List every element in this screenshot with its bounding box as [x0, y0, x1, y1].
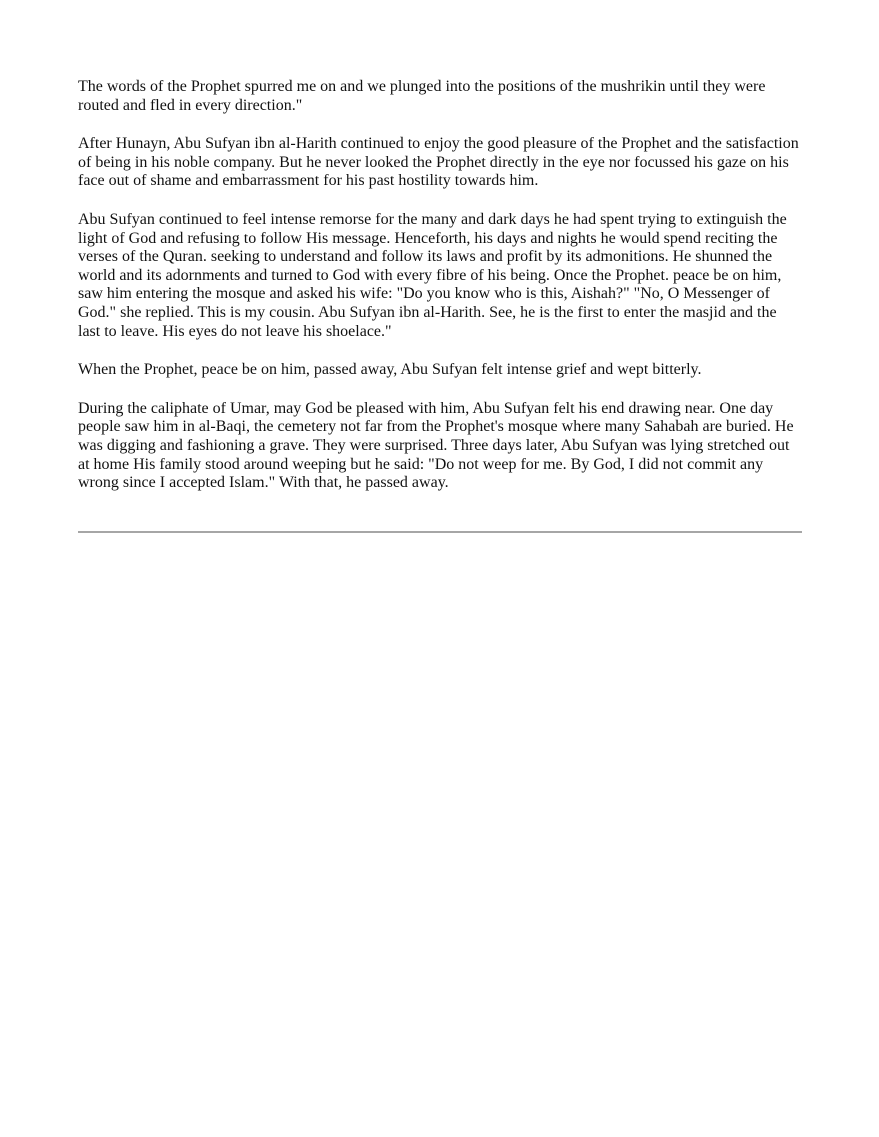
- horizontal-rule: [78, 531, 802, 533]
- document-body: [78, 78, 802, 513]
- paragraph-prophet-passed: When the Prophet, peace be on him, passed away, Abu Sufyan felt intense grief and wept bitterly.: [78, 361, 702, 379]
- paragraph-after-hunayn: After Hunayn, Abu Sufyan ibn al-Harith continued to enjoy the good pleasure of the Prophet and the satisfaction of being in his noble company. But he never looked the Prophet directly in the eye nor focussed his gaze on his face out of shame and embarrassment for his past hostility towards him.: [78, 135, 799, 190]
- paragraph-words-of-prophet: The words of the Prophet spurred me on and we plunged into the positions of the mushrikin until they were routed and fled in every direction.": [78, 78, 766, 114]
- paragraph-caliphate-umar: During the caliphate of Umar, may God be pleased with him, Abu Sufyan felt his end drawing near. One day people saw him in al-Baqi, the cemetery not far from the Prophet's mosque where many Sahabah are buried. He was digging and fashioning a grave. They were surprised. Three days later, Abu Sufyan was lying stretched out at home His family stood around weeping but he said: "Do not weep for me. By God, I did not commit any wrong since I accepted Islam." With that, he passed away.: [78, 399, 794, 492]
- paragraph-remorse: Abu Sufyan continued to feel intense remorse for the many and dark days he had spent trying to extinguish the light of God and refusing to follow His message. Henceforth, his days and nights he would spend reciting the verses of the Quran. seeking to understand and follow its laws and profit by its admonitions. He shunned the world and its adornments and turned to God with every fibre of his being. Once the Prophet. peace be on him, saw him entering the mosque and asked his wife: "Do you know who is this, Aishah?" "No, O Messenger of God." she replied. This is my cousin. Abu Sufyan ibn al-Harith. See, he is the first to enter the masjid and the last to leave. His eyes do not leave his shoelace.": [78, 210, 787, 340]
